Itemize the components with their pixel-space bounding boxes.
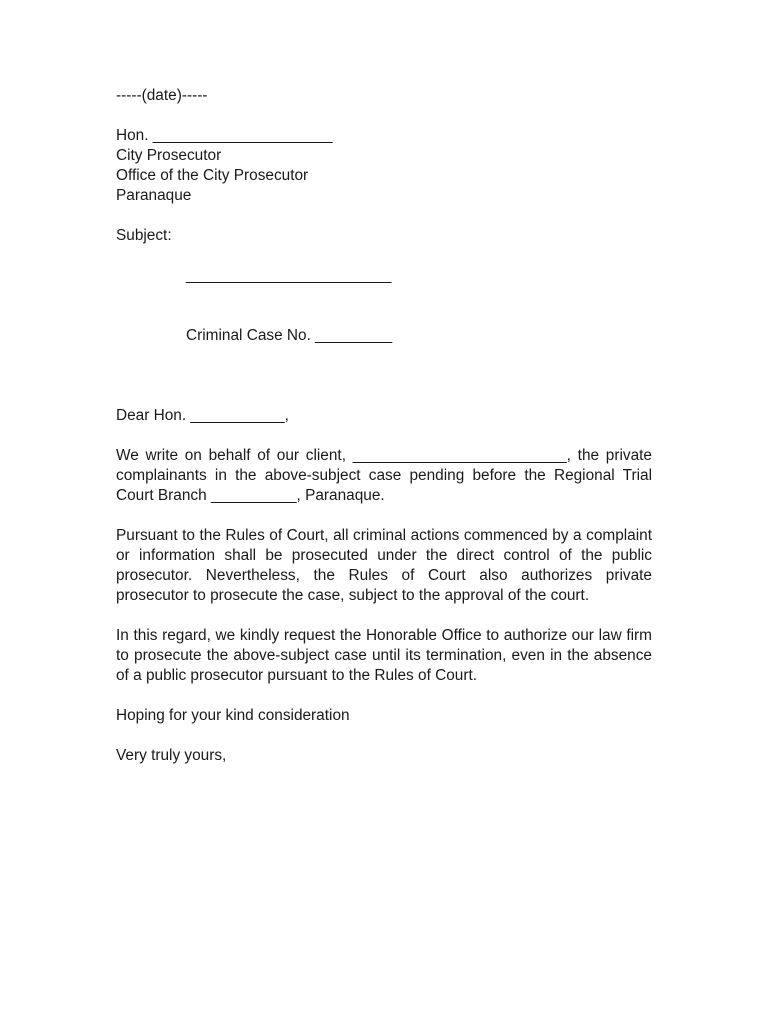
subject-block xyxy=(116,226,652,386)
closing-line: Hoping for your kind consideration xyxy=(116,707,350,724)
subject-line-2: Criminal Case No. _________ xyxy=(186,327,393,344)
body-paragraph-3: In this regard, we kindly request the Honorable Office to authorize our law firm to prosecute the above-subject case until its termination, even in the absence of a public prosecutor pursuant to the Rules of Court. xyxy=(116,627,652,684)
body-paragraph-2: Pursuant to the Rules of Court, all criminal actions commenced by a complaint or information shall be prosecuted under the direct control of the public prosecutor. Nevertheless, the Rules of Court also authorizes private prosecutor to prosecute the case, subject to the approval of the court. xyxy=(116,527,652,604)
salutation: Dear Hon. ___________, xyxy=(116,407,289,424)
letter-page xyxy=(116,86,652,766)
complimentary-close: Very truly yours, xyxy=(116,747,227,764)
letter-date: -----(date)----- xyxy=(116,87,208,104)
addressee-office: Office of the City Prosecutor xyxy=(116,167,309,184)
body-paragraph-1: We write on behalf of our client, _________________________, the private complainants in the above-subject case pending before the Regional Trial Court Branch __________, Paranaque. xyxy=(116,447,652,504)
subject-body xyxy=(186,226,392,386)
subject-label: Subject: xyxy=(116,227,172,244)
addressee-hon: Hon. _____________________ xyxy=(116,127,333,144)
addressee-block xyxy=(116,126,652,206)
subject-line-1: ________________________ xyxy=(186,267,392,284)
addressee-title: City Prosecutor xyxy=(116,147,222,164)
addressee-city: Paranaque xyxy=(116,187,192,204)
